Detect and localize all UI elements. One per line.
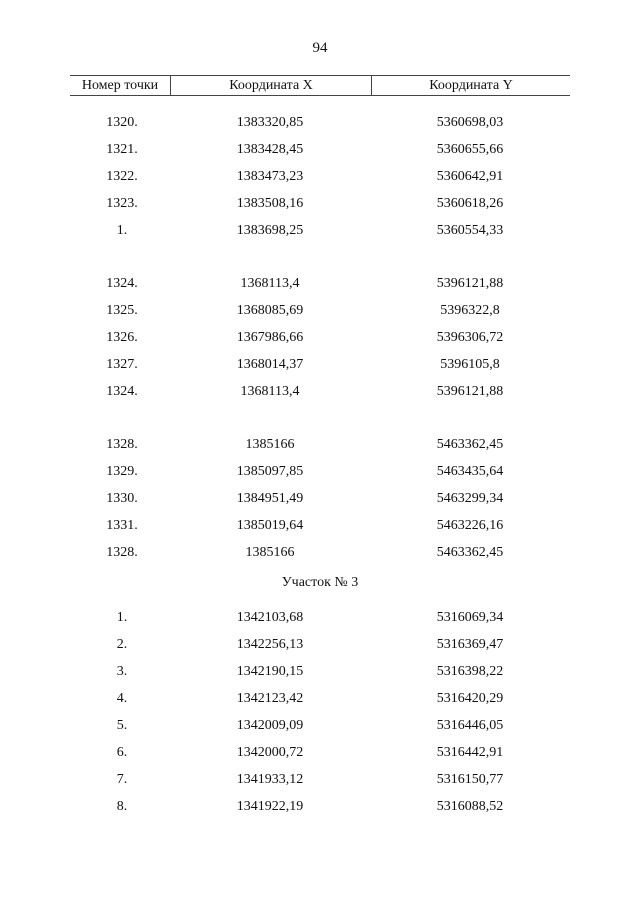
coordinate-y: 5316088,52 [436, 799, 504, 814]
page-number: 94 [312, 40, 328, 56]
coordinate-y: 5316398,22 [436, 664, 504, 679]
table-row [0, 384, 640, 411]
point-number: 1327. [106, 357, 138, 372]
coordinate-x: 1368014,37 [236, 357, 304, 372]
coordinate-y: 5396105,8 [440, 357, 500, 372]
coordinate-y: 5316069,34 [436, 610, 504, 625]
coordinate-x: 1368085,69 [236, 303, 304, 318]
point-number: 8. [116, 799, 128, 814]
point-number: 1328. [106, 545, 138, 560]
point-number: 1320. [106, 115, 138, 130]
table-row [0, 664, 640, 691]
table-row [0, 799, 640, 826]
point-number: 1322. [106, 169, 138, 184]
coordinate-x: 1383698,25 [236, 223, 304, 238]
table-header [70, 75, 570, 96]
coordinate-y: 5360655,66 [436, 142, 504, 157]
coordinate-x: 1342123,42 [236, 691, 304, 706]
coordinate-x: 1383473,23 [236, 169, 304, 184]
point-number: 4. [116, 691, 128, 706]
table-row [0, 745, 640, 772]
coordinate-x: 1342009,09 [236, 718, 304, 733]
table-row [0, 464, 640, 491]
point-number: 1329. [106, 464, 138, 479]
table-row [0, 276, 640, 303]
coordinate-x: 1385019,64 [236, 518, 304, 533]
point-number: 2. [116, 637, 128, 652]
point-number: 1321. [106, 142, 138, 157]
table-row [0, 637, 640, 664]
point-number: 7. [116, 772, 128, 787]
header-coordinate-y: Координата Y [429, 78, 513, 93]
point-number: 1. [116, 223, 128, 238]
coordinate-y: 5463299,34 [436, 491, 504, 506]
point-number: 1328. [106, 437, 138, 452]
coordinate-x: 1342000,72 [236, 745, 304, 760]
coordinate-y: 5316446,05 [436, 718, 504, 733]
coordinate-x: 1384951,49 [236, 491, 304, 506]
coordinate-y: 5463362,45 [436, 545, 504, 560]
coordinate-x: 1367986,66 [236, 330, 304, 345]
point-number: 1324. [106, 384, 138, 399]
header-point-number: Номер точки [70, 76, 171, 95]
point-number: 5. [116, 718, 128, 733]
coordinate-group [0, 276, 640, 411]
coordinate-x: 1341922,19 [236, 799, 304, 814]
table-row [0, 491, 640, 518]
coordinate-x: 1341933,12 [236, 772, 304, 787]
coordinate-x: 1342103,68 [236, 610, 304, 625]
point-number: 3. [116, 664, 128, 679]
coordinate-x: 1342256,13 [236, 637, 304, 652]
coordinate-y: 5463226,16 [436, 518, 504, 533]
coordinate-y: 5396322,8 [440, 303, 500, 318]
table-row [0, 691, 640, 718]
coordinate-y: 5463435,64 [436, 464, 504, 479]
point-number: 1330. [106, 491, 138, 506]
table-row [0, 115, 640, 142]
coordinate-group [0, 610, 640, 826]
coordinate-x: 1385166 [245, 545, 295, 560]
table-row [0, 196, 640, 223]
table-row [0, 357, 640, 384]
coordinate-y: 5360698,03 [436, 115, 504, 130]
header-coordinate-x: Координата X [171, 76, 372, 95]
coordinate-x: 1385097,85 [236, 464, 304, 479]
table-row [0, 142, 640, 169]
table-row [0, 437, 640, 464]
table-row [0, 772, 640, 799]
coordinate-x: 1368113,4 [240, 276, 300, 291]
coordinate-x: 1368113,4 [240, 384, 300, 399]
table-row [0, 330, 640, 357]
coordinate-x: 1383428,45 [236, 142, 304, 157]
section-title: Участок № 3 [281, 575, 359, 590]
point-number: 1326. [106, 330, 138, 345]
coordinate-y: 5396121,88 [436, 276, 504, 291]
coordinate-y: 5360618,26 [436, 196, 504, 211]
table-row [0, 223, 640, 250]
table-row [0, 169, 640, 196]
table-row [0, 545, 640, 572]
coordinate-group [0, 437, 640, 572]
table-row [0, 610, 640, 637]
point-number: 6. [116, 745, 128, 760]
coordinate-y: 5463362,45 [436, 437, 504, 452]
coordinate-x: 1342190,15 [236, 664, 304, 679]
table-row [0, 303, 640, 330]
point-number: 1324. [106, 276, 138, 291]
coordinate-y: 5316420,29 [436, 691, 504, 706]
coordinate-y: 5396306,72 [436, 330, 504, 345]
coordinate-y: 5360642,91 [436, 169, 504, 184]
point-number: 1331. [106, 518, 138, 533]
coordinate-y: 5316369,47 [436, 637, 504, 652]
point-number: 1325. [106, 303, 138, 318]
coordinate-x: 1383508,16 [236, 196, 304, 211]
coordinate-x: 1383320,85 [236, 115, 304, 130]
coordinate-y: 5316442,91 [436, 745, 504, 760]
table-row [0, 718, 640, 745]
table-row [0, 518, 640, 545]
coordinate-x: 1385166 [245, 437, 295, 452]
point-number: 1. [116, 610, 128, 625]
coordinate-y: 5360554,33 [436, 223, 504, 238]
coordinate-y: 5396121,88 [436, 384, 504, 399]
coordinate-y: 5316150,77 [436, 772, 504, 787]
coordinate-group [0, 115, 640, 250]
point-number: 1323. [106, 196, 138, 211]
